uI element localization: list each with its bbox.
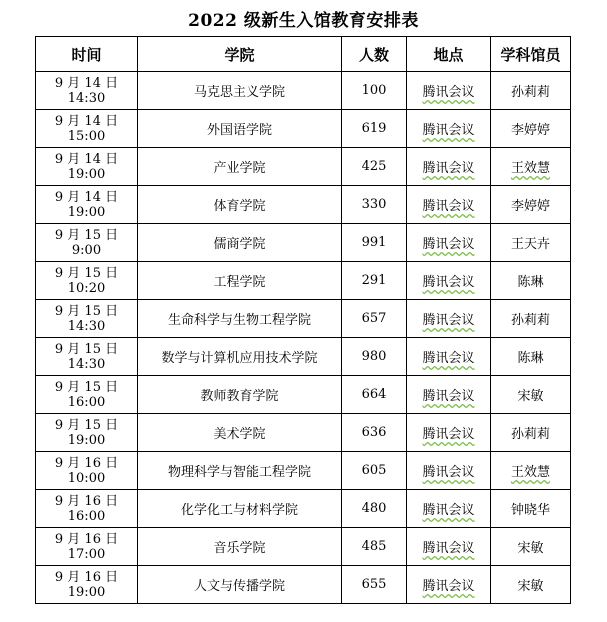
librarian-cell [491,566,571,604]
count-cell: 655 [342,566,407,604]
college-cell: 产业学院 [138,148,342,186]
table-row [36,224,571,262]
location-cell [407,110,491,148]
table-row [36,414,571,452]
schedule-table [35,36,571,604]
librarian-cell [491,338,571,376]
location-text: 腾讯会议 [422,579,475,594]
location-cell [407,224,491,262]
count-cell: 291 [342,262,407,300]
location-cell [407,376,491,414]
location-text: 腾讯会议 [422,85,475,100]
librarian-text: 宋敏 [517,389,544,404]
date-text: 9 月 15 日 [54,265,119,281]
college-cell: 人文与传播学院 [138,566,342,604]
librarian-text: 宋敏 [517,541,544,556]
count-cell: 485 [342,528,407,566]
college-cell: 数学与计算机应用技术学院 [138,338,342,376]
date-text: 9 月 15 日 [54,379,119,395]
location-cell [407,490,491,528]
librarian-cell [491,300,571,338]
time-cell [36,224,138,262]
librarian-text: 孙莉莉 [510,427,550,442]
time-text: 19:00 [67,204,106,220]
date-text: 9 月 16 日 [54,531,119,547]
location-cell [407,338,491,376]
header-librarian: 学科馆员 [491,37,571,72]
table-row [36,452,571,490]
time-cell [36,414,138,452]
college-cell: 儒商学院 [138,224,342,262]
librarian-text: 宋敏 [517,579,544,594]
librarian-cell [491,376,571,414]
table-row [36,110,571,148]
time-cell [36,148,138,186]
date-text: 9 月 15 日 [54,341,119,357]
table-body [36,72,571,604]
time-text: 10:20 [67,280,106,296]
date-text: 9 月 14 日 [54,75,119,91]
time-cell [36,376,138,414]
count-cell: 330 [342,186,407,224]
time-cell [36,186,138,224]
time-cell [36,490,138,528]
location-text: 腾讯会议 [422,313,475,328]
location-text: 腾讯会议 [422,237,475,252]
time-text: 19:00 [67,584,106,600]
time-text: 10:00 [67,470,106,486]
time-cell [36,300,138,338]
date-text: 9 月 16 日 [54,493,119,509]
librarian-text: 李婷婷 [510,123,550,138]
librarian-text: 孙莉莉 [510,85,550,100]
time-cell [36,338,138,376]
count-cell: 100 [342,72,407,110]
table-row [36,72,571,110]
header-college: 学院 [138,37,342,72]
college-cell: 化学化工与材料学院 [138,490,342,528]
count-cell: 657 [342,300,407,338]
time-cell [36,452,138,490]
count-cell: 425 [342,148,407,186]
college-cell: 教师教育学院 [138,376,342,414]
time-text: 16:00 [67,508,106,524]
college-cell: 马克思主义学院 [138,72,342,110]
librarian-text: 王天卉 [510,237,550,252]
librarian-text: 李婷婷 [510,199,550,214]
date-text: 9 月 16 日 [54,569,119,585]
librarian-cell [491,224,571,262]
location-text: 腾讯会议 [422,199,475,214]
location-cell [407,414,491,452]
location-text: 腾讯会议 [422,161,475,176]
location-text: 腾讯会议 [422,275,475,290]
table-row [36,262,571,300]
location-cell [407,566,491,604]
location-text: 腾讯会议 [422,541,475,556]
location-cell [407,148,491,186]
header-count: 人数 [342,37,407,72]
librarian-cell [491,528,571,566]
time-cell [36,110,138,148]
location-cell [407,262,491,300]
count-cell: 480 [342,490,407,528]
librarian-text: 陈琳 [517,351,544,366]
librarian-cell [491,490,571,528]
college-cell: 物理科学与智能工程学院 [138,452,342,490]
college-cell: 美术学院 [138,414,342,452]
location-cell [407,452,491,490]
date-text: 9 月 14 日 [54,113,119,129]
table-row [36,338,571,376]
time-text: 15:00 [67,128,106,144]
librarian-text: 王效慧 [510,465,550,480]
time-text: 19:00 [67,166,106,182]
location-text: 腾讯会议 [422,465,475,480]
librarian-cell [491,110,571,148]
librarian-cell [491,148,571,186]
count-cell: 605 [342,452,407,490]
location-cell [407,528,491,566]
time-text: 17:00 [67,546,106,562]
date-text: 9 月 15 日 [54,417,119,433]
time-text: 14:30 [67,356,106,372]
time-text: 14:30 [67,318,106,334]
table-row [36,490,571,528]
table-row [36,528,571,566]
page-title: 2022 级新生入馆教育安排表 [188,11,419,31]
table-row [36,148,571,186]
header-location: 地点 [407,37,491,72]
college-cell: 外国语学院 [138,110,342,148]
count-cell: 980 [342,338,407,376]
location-text: 腾讯会议 [422,389,475,404]
time-cell [36,262,138,300]
librarian-cell [491,262,571,300]
count-cell: 636 [342,414,407,452]
time-text: 16:00 [67,394,106,410]
date-text: 9 月 16 日 [54,455,119,471]
location-text: 腾讯会议 [422,427,475,442]
location-text: 腾讯会议 [422,351,475,366]
date-text: 9 月 14 日 [54,151,119,167]
college-cell: 工程学院 [138,262,342,300]
table-row [36,376,571,414]
location-text: 腾讯会议 [422,503,475,518]
location-cell [407,72,491,110]
time-cell [36,566,138,604]
date-text: 9 月 15 日 [54,303,119,319]
time-cell [36,528,138,566]
count-cell: 664 [342,376,407,414]
table-row [36,186,571,224]
location-cell [407,300,491,338]
librarian-text: 钟晓华 [510,503,550,518]
date-text: 9 月 14 日 [54,189,119,205]
college-cell: 体育学院 [138,186,342,224]
librarian-text: 王效慧 [510,161,550,176]
librarian-cell [491,186,571,224]
count-cell: 619 [342,110,407,148]
librarian-text: 孙莉莉 [510,313,550,328]
table-row [36,300,571,338]
time-text: 19:00 [67,432,106,448]
college-cell: 生命科学与生物工程学院 [138,300,342,338]
college-cell: 音乐学院 [138,528,342,566]
table-header-row [36,37,571,72]
header-time: 时间 [36,37,138,72]
table-row [36,566,571,604]
librarian-cell [491,414,571,452]
librarian-text: 陈琳 [517,275,544,290]
time-text: 9:00 [71,242,102,258]
time-cell [36,72,138,110]
count-cell: 991 [342,224,407,262]
date-text: 9 月 15 日 [54,227,119,243]
location-text: 腾讯会议 [422,123,475,138]
librarian-cell [491,72,571,110]
time-text: 14:30 [67,90,106,106]
location-cell [407,186,491,224]
librarian-cell [491,452,571,490]
